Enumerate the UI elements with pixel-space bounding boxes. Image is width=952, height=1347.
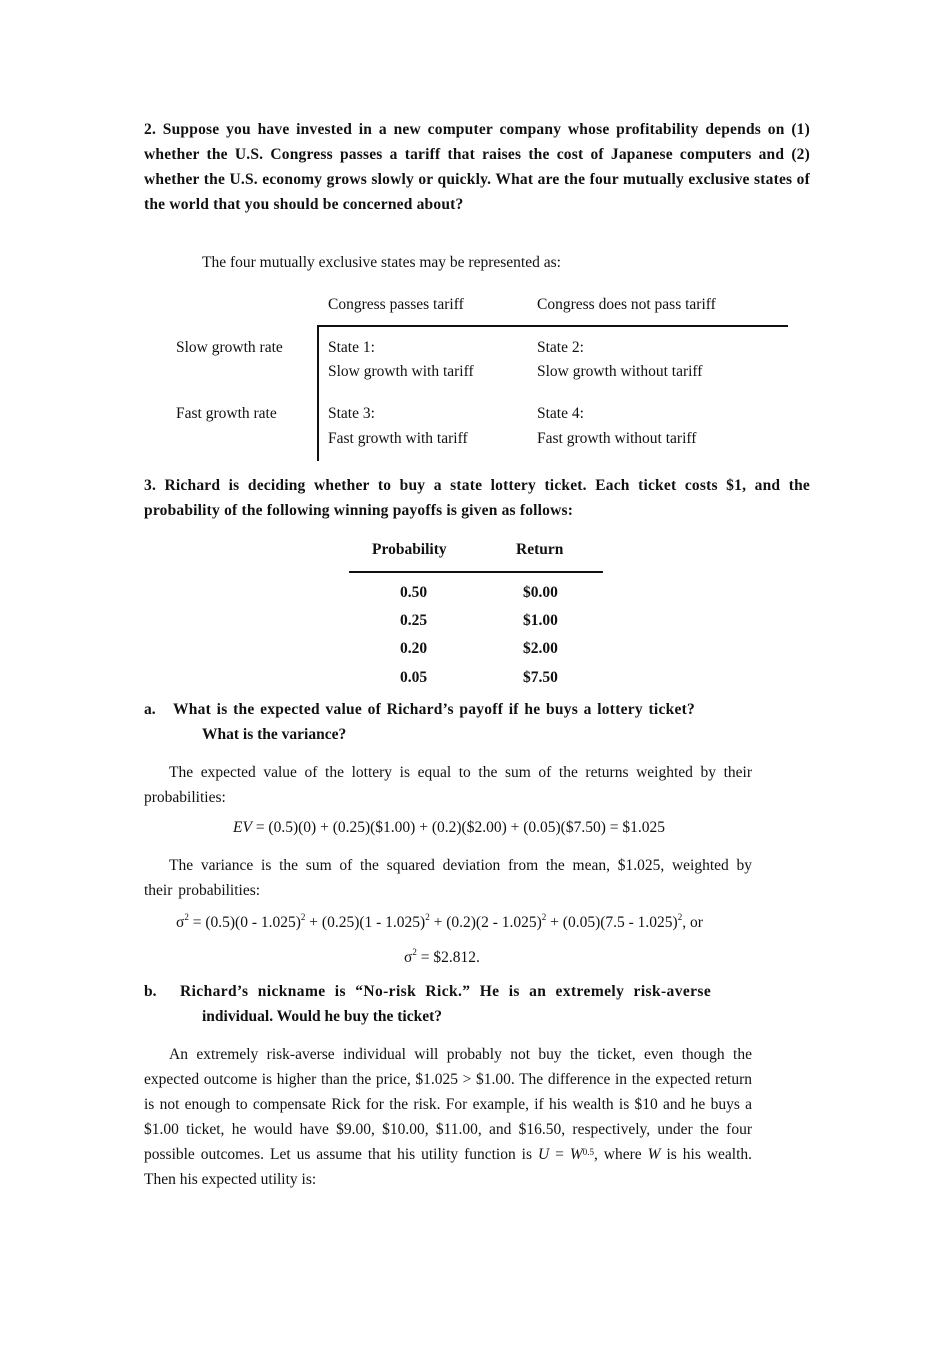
q2-answer-intro: The four mutually exclusive states may be represented as: <box>202 254 561 271</box>
prob-cell: 0.25 <box>400 612 428 629</box>
header-probability: Probability <box>372 541 447 558</box>
state-2-title: State 2: <box>537 339 584 356</box>
variance-term: , or <box>682 914 703 931</box>
wealth-symbol: W <box>569 1146 583 1163</box>
ev-symbol: EV <box>233 819 252 836</box>
part-a-label: a. <box>144 701 156 718</box>
return-cell: $1.00 <box>523 612 558 629</box>
lottery-table-rule <box>349 571 603 573</box>
variance-result <box>404 949 480 967</box>
col-header-passes-tariff: Congress passes tariff <box>328 296 464 313</box>
part-a-line2: What is the variance? <box>202 726 347 743</box>
part-b-label: b. <box>144 983 157 1000</box>
prob-cell: 0.05 <box>400 669 428 686</box>
exponent: 2 <box>425 912 430 922</box>
row-label-fast-growth: Fast growth rate <box>176 405 277 422</box>
header-return: Return <box>516 541 564 558</box>
state-1-desc: Slow growth with tariff <box>328 363 474 380</box>
return-cell: $0.00 <box>523 584 558 601</box>
variance-term: + (0.2)(2 - 1.025) <box>429 914 542 931</box>
part-b-line2: individual. Would he buy the ticket? <box>202 1008 443 1025</box>
state-1-title: State 1: <box>328 339 375 356</box>
exponent: 2 <box>300 912 306 922</box>
row-label-slow-growth: Slow growth rate <box>176 339 283 356</box>
variance-intro: The variance is the sum of the squared deviation from the mean, $1.025, weighted by their probabilities: <box>144 857 752 899</box>
state-3-desc: Fast growth with tariff <box>328 430 468 447</box>
table-top-rule <box>318 325 788 327</box>
exponent: 0.5 <box>582 1147 594 1157</box>
col-header-no-tariff: Congress does not pass tariff <box>537 296 716 313</box>
prob-cell: 0.20 <box>400 640 428 657</box>
exponent: 2 <box>677 912 683 922</box>
table-left-rule <box>317 325 319 461</box>
part-a-line1: What is the expected value of Richard’s payoff if he buys a lottery ticket? <box>173 701 695 718</box>
return-cell: $2.00 <box>523 640 558 657</box>
sigma-symbol: σ <box>404 949 413 966</box>
prob-cell: 0.50 <box>400 584 428 601</box>
equals: = <box>549 1146 570 1163</box>
state-4-title: State 4: <box>537 405 584 422</box>
ev-formula <box>233 819 665 837</box>
utility-symbol: U <box>537 1146 550 1163</box>
part-b-answer <box>144 1042 752 1192</box>
state-3-title: State 3: <box>328 405 375 422</box>
exponent: 2 <box>184 912 189 922</box>
ev-intro: The expected value of the lottery is equal to the sum of the returns weighted by their probabilities: <box>144 764 752 806</box>
state-2-desc: Slow growth without tariff <box>537 363 703 380</box>
variance-term: + (0.05)(7.5 - 1.025) <box>546 914 678 931</box>
exponent: 2 <box>541 912 547 922</box>
ev-expression: = (0.5)(0) + (0.25)($1.00) + (0.2)($2.00) + (0.05)($7.50) = $1.025 <box>251 819 665 836</box>
variance-term: = (0.5)(0 - 1.025) <box>188 914 301 931</box>
part-b-line1: Richard’s nickname is “No-risk Rick.” He is an extremely risk-averse <box>180 983 712 1000</box>
question-3-text: 3. Richard is deciding whether to buy a state lottery ticket. Each ticket costs $1, and the probability of the following winning payoffs is given as follows: <box>144 477 810 519</box>
sigma-symbol: σ <box>176 914 185 931</box>
variance-value: = $2.812. <box>416 949 480 966</box>
answer-text: , where <box>593 1146 648 1163</box>
exponent: 2 <box>412 947 417 957</box>
answer-text: An extremely risk-averse individual will probably not buy the ticket, even though the expected outcome is higher than the price, $1.025 > $1.00. The difference in the expected return is not enough to compensate Rick for the risk. For example, if his wealth is $10 and he buys a $1.00 ticket, he would have $9.00, $10.00, $11.00, and $16.50, respectively, under the four possible outcomes. Let us assume that his utility function is <box>144 1046 752 1163</box>
variance-formula <box>176 914 703 932</box>
question-2-text: 2. Suppose you have invested in a new computer company whose profitability depends on (1) whether the U.S. Congress passes a tariff that raises the cost of Japanese computers and (2) whether the U.S. economy grows slowly or quickly. What are the four mutually exclusive states of the world that you should be concerned about? <box>144 121 810 213</box>
answer-text: is his wealth. Then his expected utility is: <box>144 1146 752 1188</box>
state-4-desc: Fast growth without tariff <box>537 430 697 447</box>
variance-term: + (0.25)(1 - 1.025) <box>305 914 426 931</box>
wealth-symbol: W <box>647 1146 661 1163</box>
return-cell: $7.50 <box>523 669 558 686</box>
